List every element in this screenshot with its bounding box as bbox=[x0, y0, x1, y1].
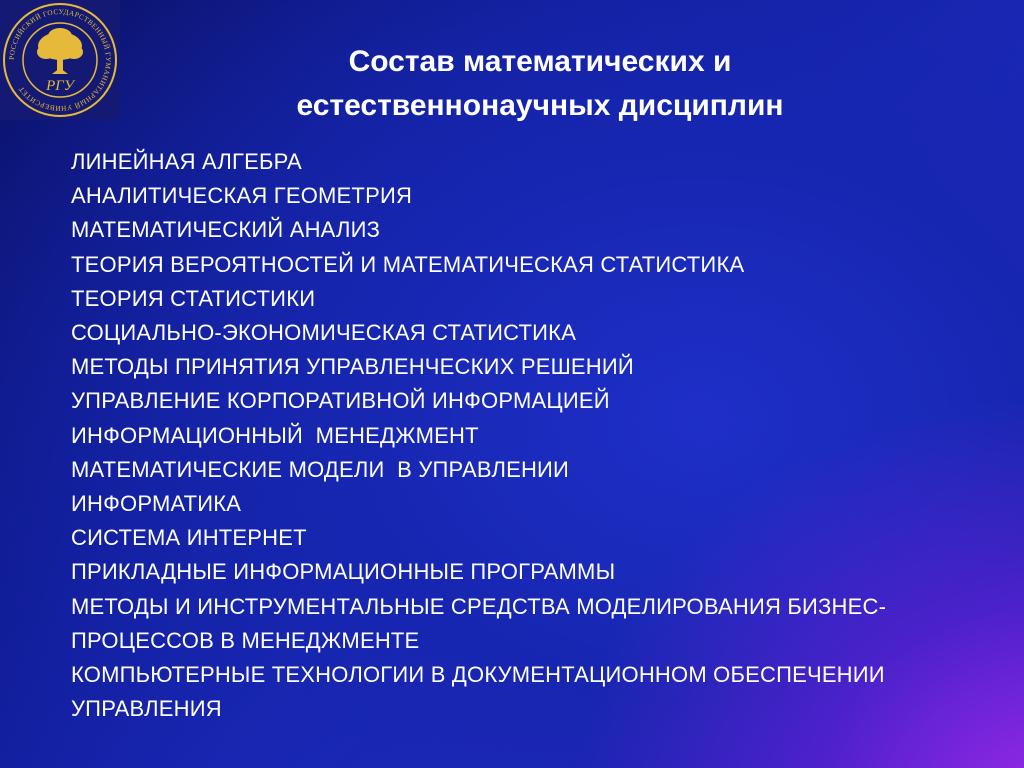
university-seal-icon bbox=[0, 0, 120, 120]
list-item: ИНФОРМАТИКА bbox=[71, 491, 242, 517]
list-item: ТЕОРИЯ СТАТИСТИКИ bbox=[71, 285, 316, 311]
slide-title-line-1: Состав математических и bbox=[348, 45, 732, 78]
list-item: КОМПЬЮТЕРНЫЕ ТЕХНОЛОГИИ В ДОКУМЕНТАЦИОННОМ ОБЕСПЕЧЕНИИ bbox=[71, 662, 885, 688]
university-logo bbox=[0, 0, 120, 120]
list-item: ПРИКЛАДНЫЕ ИНФОРМАЦИОННЫЕ ПРОГРАММЫ bbox=[71, 559, 616, 585]
list-item: МЕТОДЫ И ИНСТРУМЕНТАЛЬНЫЕ СРЕДСТВА МОДЕЛИРОВАНИЯ БИЗНЕС- bbox=[71, 593, 887, 619]
list-item: МАТЕМАТИЧЕСКИЕ МОДЕЛИ В УПРАВЛЕНИИ bbox=[71, 456, 570, 482]
list-item: МАТЕМАТИЧЕСКИЙ АНАЛИЗ bbox=[71, 217, 381, 243]
list-item: УПРАВЛЕНИЯ bbox=[71, 696, 222, 722]
list-item: ЛИНЕЙНАЯ АЛГЕБРА bbox=[71, 149, 302, 174]
tree-icon bbox=[37, 28, 83, 74]
list-item: ПРОЦЕССОВ В МЕНЕДЖМЕНТЕ bbox=[71, 627, 420, 653]
logo-ring-text: РОССИЙСКИЙ ГОСУДАРСТВЕННЫЙ ГУМАНИТАРНЫЙ УНИВЕРСИТЕТ bbox=[7, 7, 113, 113]
list-item: СОЦИАЛЬНО-ЭКОНОМИЧЕСКАЯ СТАТИСТИКА bbox=[71, 320, 577, 346]
slide-title bbox=[200, 40, 880, 128]
list-item: АНАЛИТИЧЕСКАЯ ГЕОМЕТРИЯ bbox=[71, 183, 413, 209]
list-item: ИНФОРМАЦИОННЫЙ МЕНЕДЖМЕНТ bbox=[71, 422, 479, 448]
discipline-list bbox=[71, 145, 971, 726]
logo-monogram: РГУ bbox=[46, 78, 74, 94]
list-item: МЕТОДЫ ПРИНЯТИЯ УПРАВЛЕНЧЕСКИХ РЕШЕНИЙ bbox=[71, 354, 634, 380]
list-item: ТЕОРИЯ ВЕРОЯТНОСТЕЙ И МАТЕМАТИЧЕСКАЯ СТАТИСТИКА bbox=[71, 251, 745, 277]
list-item: УПРАВЛЕНИЕ КОРПОРАТИВНОЙ ИНФОРМАЦИЕЙ bbox=[71, 388, 610, 414]
list-item: СИСТЕМА ИНТЕРНЕТ bbox=[71, 525, 307, 551]
slide-title-line-2: естественнонаучных дисциплин bbox=[296, 89, 784, 122]
